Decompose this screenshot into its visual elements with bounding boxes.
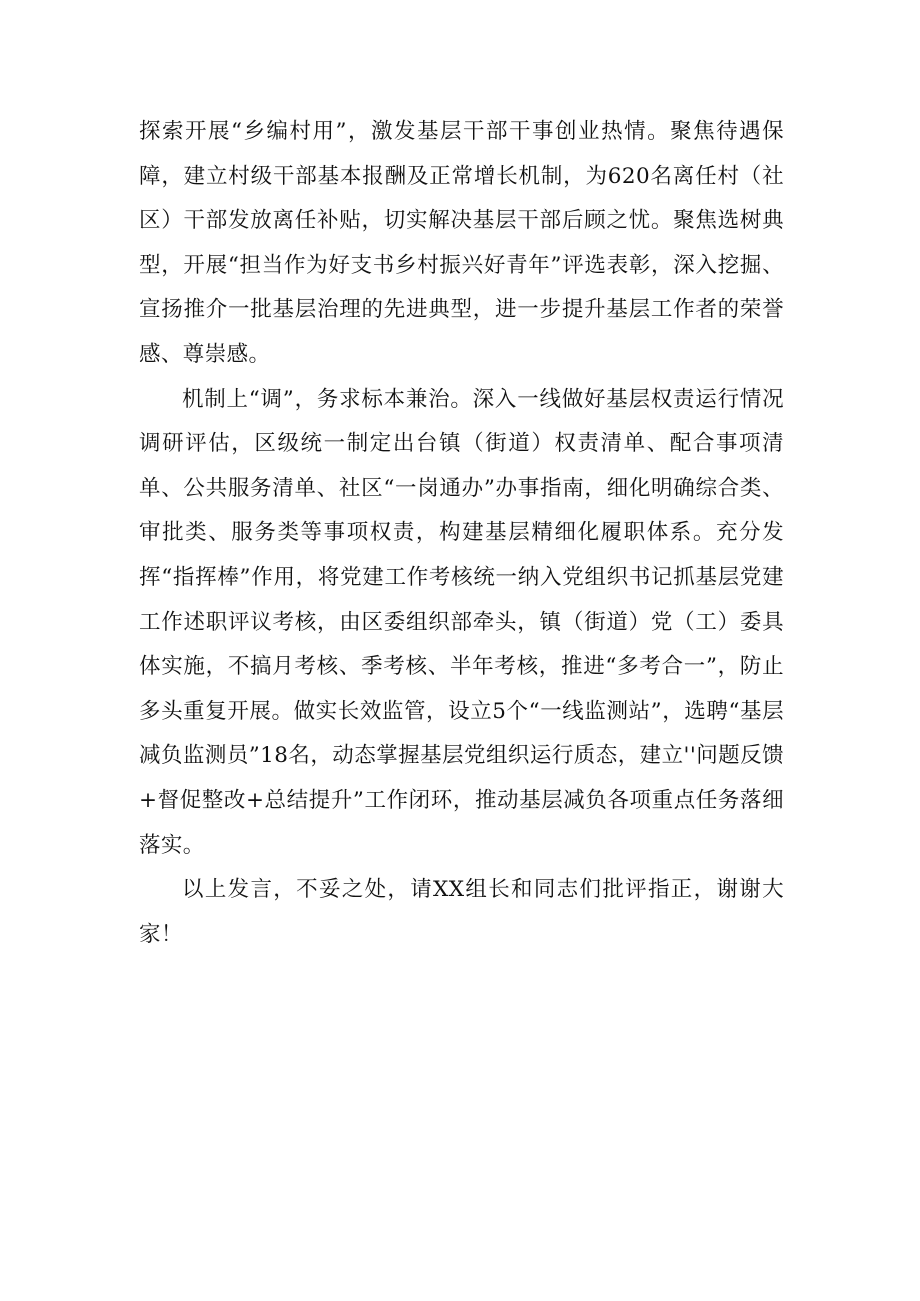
- paragraph-closing: 以上发言，不妥之处，请XX组长和同志们批评指正，谢谢大家！: [139, 877, 784, 947]
- paragraph-mechanism: 机制上“调”，务求标本兼治。深入一线做好基层权责运行情况调研评估，区级统一制定出台镇（街道）权责清单、配合事项清单、公共服务清单、社区“一岗通办”办事指南，细化明确综合类、审批类、服务类等事项权责，构建基层精细化履职体系。充分发挥“指挥棒”作用，将党建工作考核统一纳入党组织书记抓基层党建工作述职评议考核，由区委组织部牵头，镇（街道）党（工）委具体实施，不搞月考核、季考核、半年考核，推进“多考合一”，防止多头重复开展。做实长效监管，设立5个“一线监测站”，选聘“基层减负监测员”18名，动态掌握基层党组织运行质态，建立''问题反馈+督促整改+总结提升”工作闭环，推动基层减负各项重点任务落细落实。: [139, 386, 784, 858]
- paragraph-continuation: 探索开展“乡编村用”，激发基层干部干事创业热情。聚焦待遇保障，建立村级干部基本报酬及正常增长机制，为620名离任村（社区）干部发放离任补贴，切实解决基层干部后顾之忧。聚焦选树典型，开展“担当作为好支书乡村振兴好青年”评选表彰，深入挖掘、宣扬推介一批基层治理的先进典型，进一步提升基层工作者的荣誉感、尊崇感。: [139, 119, 784, 367]
- document-body: [139, 110, 784, 957]
